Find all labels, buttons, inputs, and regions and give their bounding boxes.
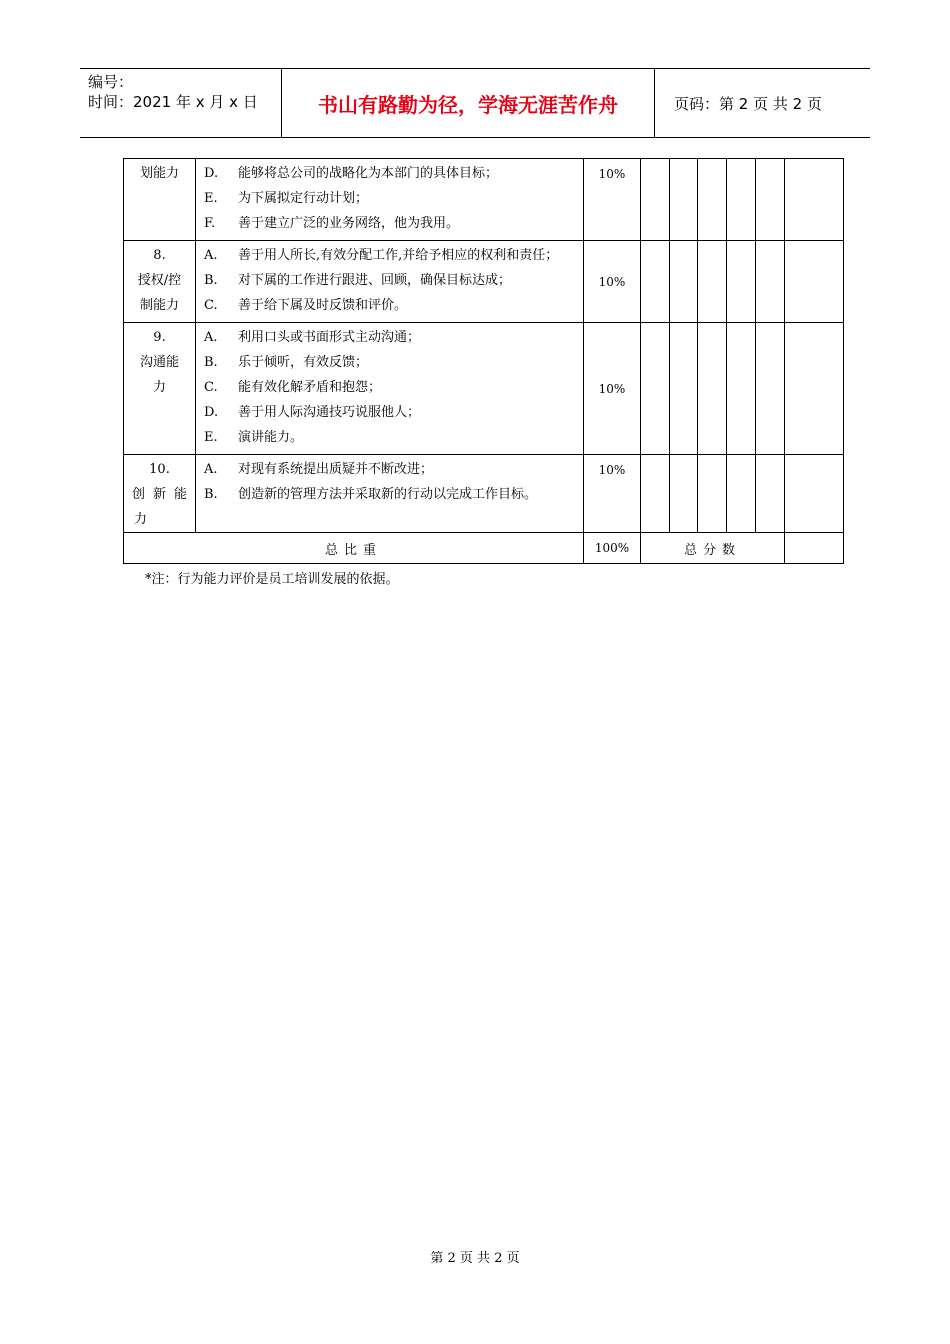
criteria-key: B. <box>204 355 218 370</box>
criteria-text: 善于建立广泛的业务网络，他为我用。 <box>238 216 460 231</box>
score-cell[interactable] <box>727 323 756 455</box>
category-label: 9. <box>153 330 166 345</box>
weight-cell: 10% <box>584 323 641 455</box>
criteria-text: 为下属拟定行动计划； <box>238 191 369 206</box>
category-cell <box>124 241 196 323</box>
header-page-info <box>664 69 870 137</box>
criteria-text: 对现有系统提出质疑并不断改进； <box>238 462 434 477</box>
category-label: 划能力 <box>139 166 179 181</box>
score-cell[interactable] <box>641 159 670 241</box>
total-weight-value: 100% <box>584 533 641 564</box>
total-score-label: 总分数 <box>641 533 785 564</box>
criteria-key: C. <box>204 298 218 313</box>
criteria-key: A. <box>204 330 218 345</box>
criteria-key: B. <box>204 487 218 502</box>
criteria-text: 能有效化解矛盾和抱怨； <box>238 380 382 395</box>
score-cell[interactable] <box>670 241 698 323</box>
header-motto: 书山有路勤为径，学海无涯苦作舟 <box>282 69 655 137</box>
criteria-key: E. <box>204 191 218 206</box>
score-cell[interactable] <box>785 241 844 323</box>
score-cell[interactable] <box>785 323 844 455</box>
criteria-item <box>196 400 583 425</box>
score-cell[interactable] <box>698 323 727 455</box>
criteria-text: 演讲能力。 <box>238 430 304 445</box>
weight-cell: 10% <box>584 159 641 241</box>
table-row <box>124 241 844 323</box>
criteria-cell <box>196 323 584 455</box>
criteria-text: 善于给下属及时反馈和评价。 <box>238 298 408 313</box>
score-cell[interactable] <box>756 241 785 323</box>
score-cell[interactable] <box>698 455 727 533</box>
criteria-text: 对下属的工作进行跟进、回顾，确保目标达成； <box>238 273 512 288</box>
criteria-item <box>196 425 583 450</box>
criteria-item <box>196 350 583 375</box>
criteria-key: E. <box>204 430 218 445</box>
score-cell[interactable] <box>641 323 670 455</box>
score-cell[interactable] <box>785 159 844 241</box>
score-cell[interactable] <box>756 159 785 241</box>
category-label: 创新能 <box>132 487 187 502</box>
criteria-item <box>196 268 583 293</box>
score-cell[interactable] <box>670 323 698 455</box>
table-row <box>124 455 844 533</box>
criteria-item <box>196 457 583 482</box>
criteria-key: C. <box>204 380 218 395</box>
evaluation-table <box>123 158 844 564</box>
criteria-cell <box>196 159 584 241</box>
score-cell[interactable] <box>756 323 785 455</box>
table-row <box>124 159 844 241</box>
page-header <box>80 68 870 138</box>
score-cell[interactable] <box>785 455 844 533</box>
criteria-text: 乐于倾听，有效反馈； <box>238 355 369 370</box>
criteria-item <box>196 482 583 507</box>
table-note: *注：行为能力评价是员工培训发展的依据。 <box>145 572 399 587</box>
table-total-row <box>124 533 844 564</box>
document-number-label: 编号： <box>88 73 134 91</box>
score-cell[interactable] <box>756 455 785 533</box>
criteria-key: A. <box>204 248 218 263</box>
score-cell[interactable] <box>670 159 698 241</box>
category-label: 授权/控 <box>137 273 182 288</box>
score-cell[interactable] <box>698 159 727 241</box>
table-row <box>124 323 844 455</box>
score-cell[interactable] <box>727 455 756 533</box>
criteria-key: D. <box>204 166 219 181</box>
score-cell[interactable] <box>670 455 698 533</box>
criteria-key: A. <box>204 462 218 477</box>
criteria-text: 能够将总公司的战略化为本部门的具体目标； <box>238 166 499 181</box>
criteria-text: 创造新的管理方法并采取新的行动以完成工作目标。 <box>238 487 538 502</box>
criteria-item <box>196 161 583 186</box>
category-label: 10. <box>149 462 170 477</box>
criteria-cell <box>196 455 584 533</box>
score-cell[interactable] <box>727 159 756 241</box>
weight-cell: 10% <box>584 455 641 533</box>
score-cell[interactable] <box>641 455 670 533</box>
header-page-info-text: 页码：第 2 页 共 2 页 <box>674 94 822 113</box>
weight-cell: 10% <box>584 241 641 323</box>
score-cell[interactable] <box>698 241 727 323</box>
criteria-key: D. <box>204 405 219 420</box>
criteria-item <box>196 293 583 318</box>
category-label: 8. <box>153 248 166 263</box>
criteria-text: 利用口头或书面形式主动沟通； <box>238 330 421 345</box>
category-cell <box>124 323 196 455</box>
criteria-item <box>196 211 583 236</box>
header-meta <box>80 69 282 137</box>
criteria-key: F. <box>204 216 216 231</box>
category-label: 制能力 <box>139 298 179 313</box>
document-date-label: 时间：2021 年 x 月 x 日 <box>88 93 258 111</box>
page-footer: 第 2 页 共 2 页 <box>430 1251 520 1266</box>
criteria-item <box>196 186 583 211</box>
category-label: 沟通能 <box>139 355 179 370</box>
score-cell[interactable] <box>641 241 670 323</box>
criteria-text: 善于用人际沟通技巧说服他人； <box>238 405 421 420</box>
criteria-cell <box>196 241 584 323</box>
category-label: 力 <box>152 380 166 395</box>
score-cell[interactable] <box>727 241 756 323</box>
total-weight-label: 总比重 <box>124 533 584 564</box>
category-cell <box>124 159 196 241</box>
total-score-cell[interactable] <box>785 533 844 564</box>
criteria-text: 善于用人所长,有效分配工作,并给予相应的权利和责任； <box>238 248 559 263</box>
criteria-item <box>196 325 583 350</box>
category-cell <box>124 455 196 533</box>
category-label: 力 <box>134 512 148 527</box>
criteria-item <box>196 375 583 400</box>
criteria-key: B. <box>204 273 218 288</box>
criteria-item <box>196 243 583 268</box>
